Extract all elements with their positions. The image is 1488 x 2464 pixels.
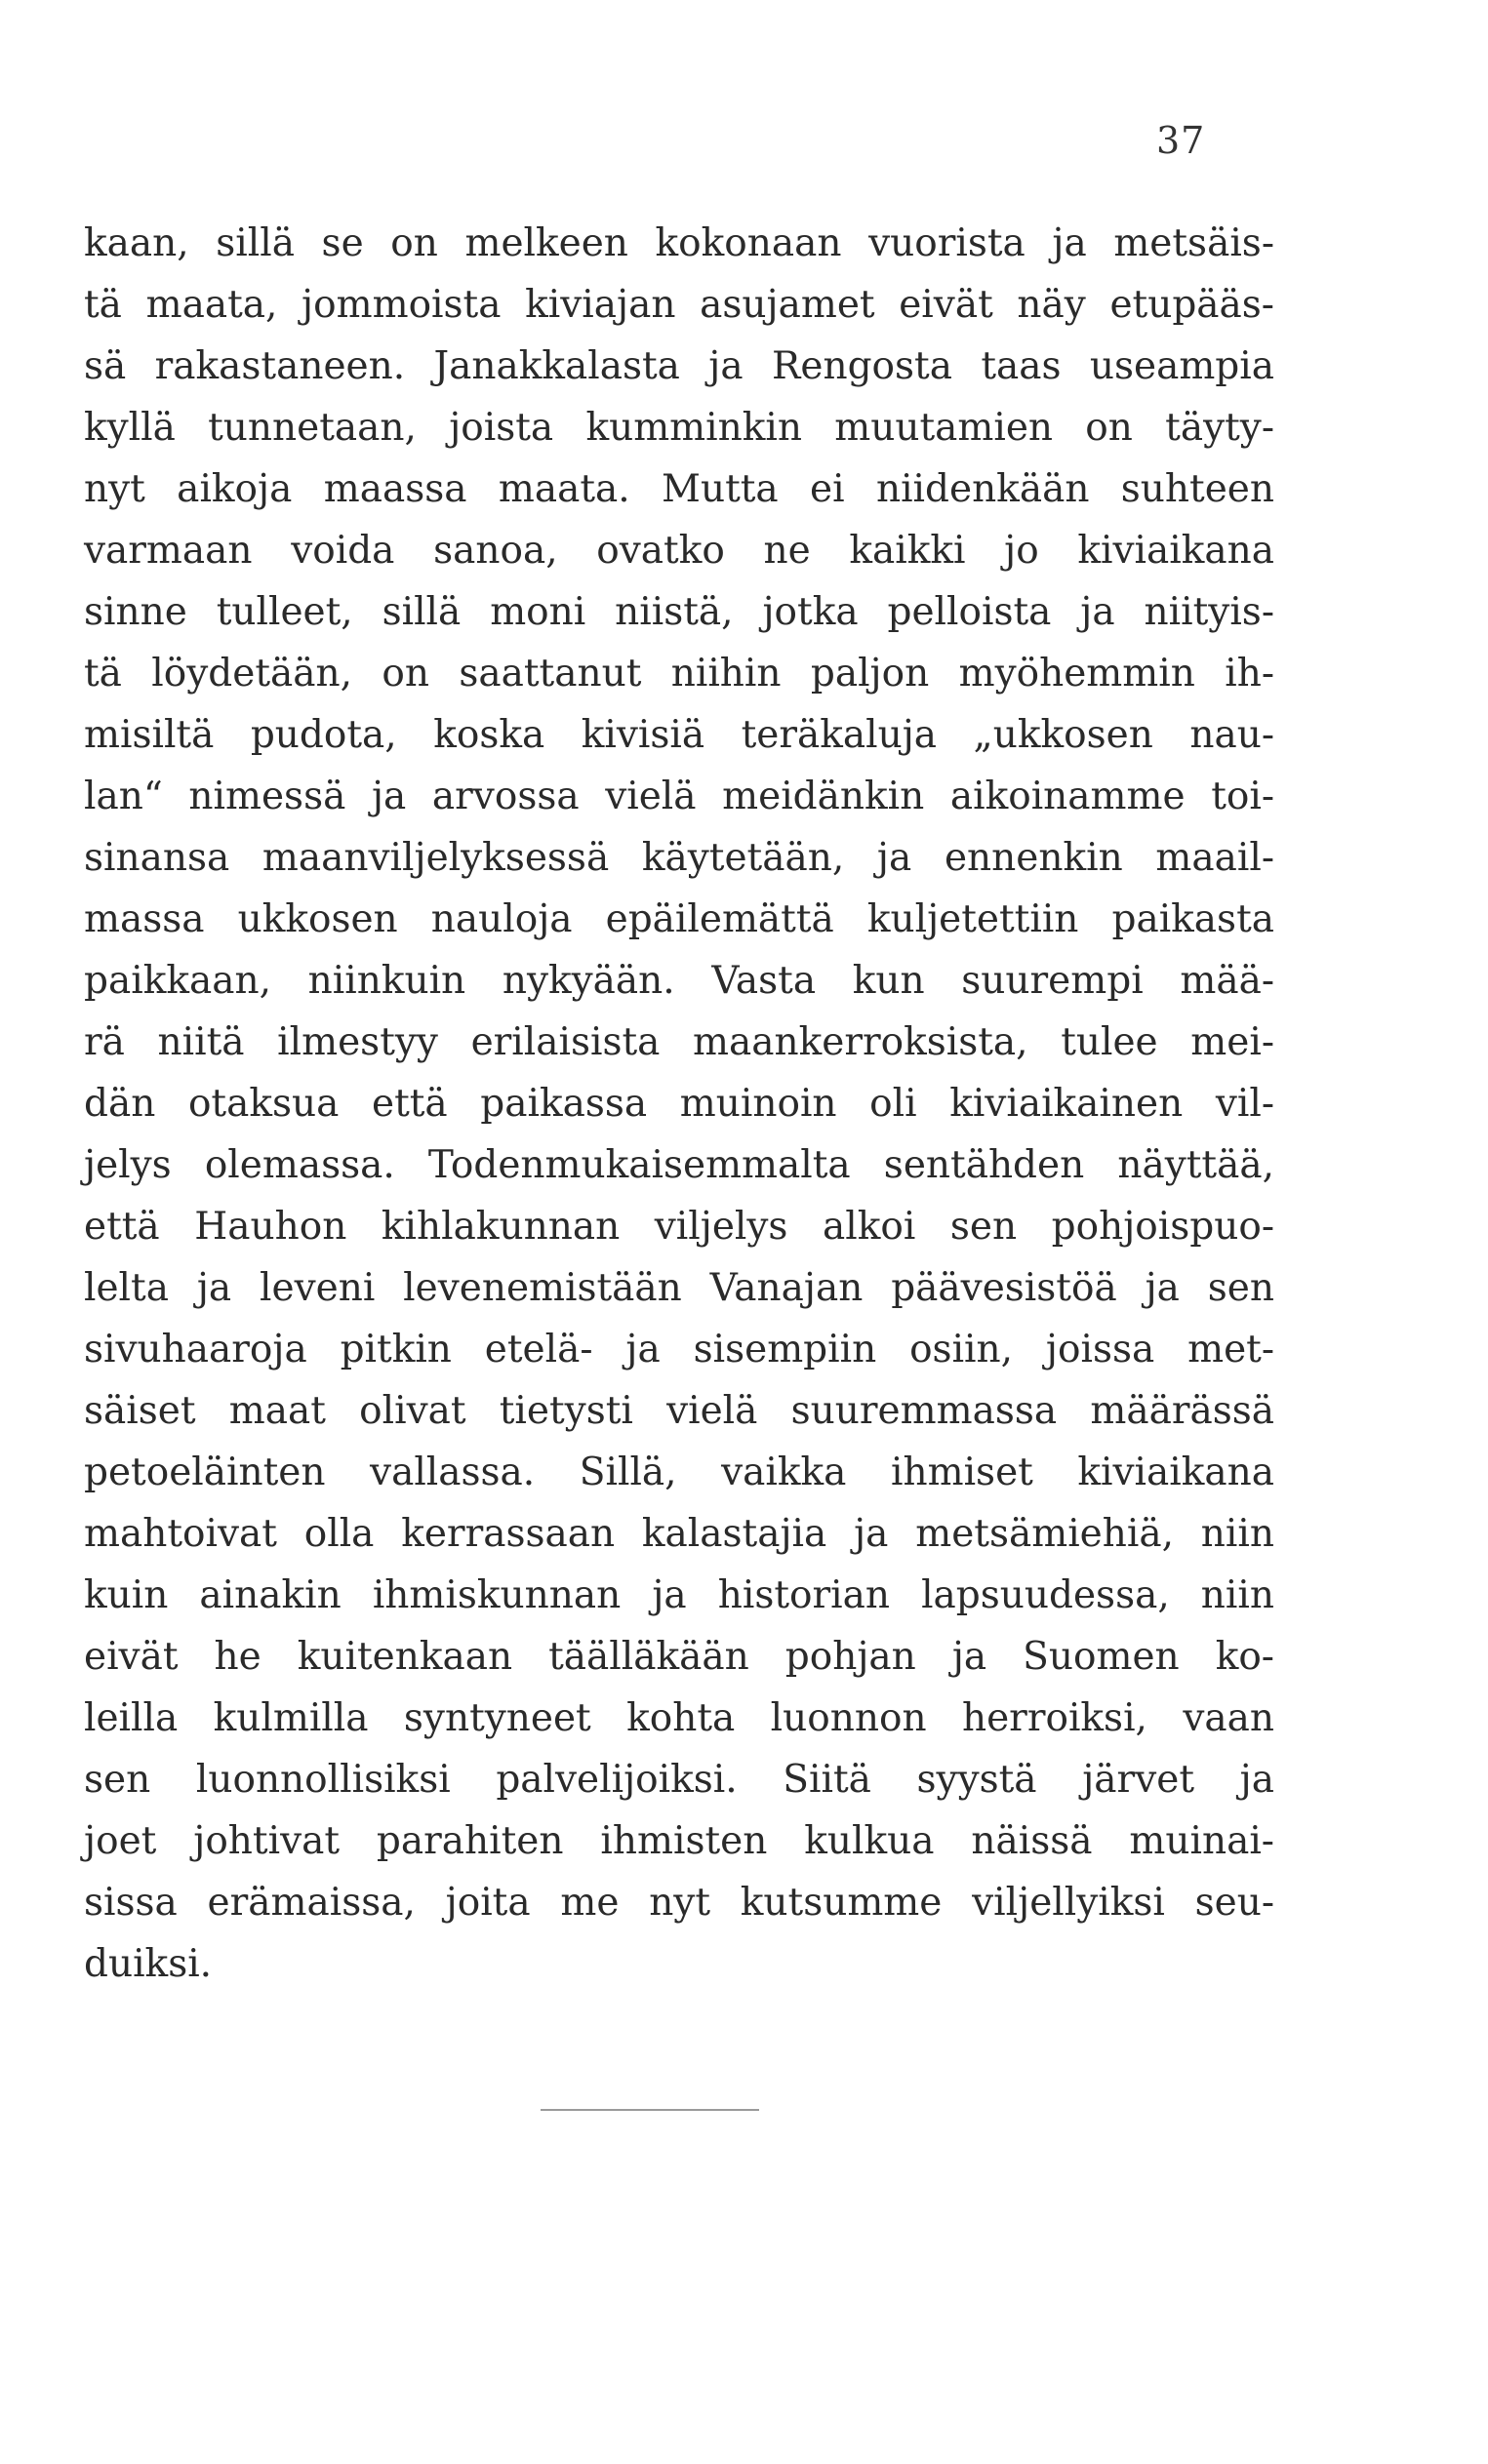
- text-line: joet johtivat parahiten ihmisten kulkua näissä muinai-: [84, 1819, 1274, 1863]
- text-line: varmaan voida sanoa, ovatko ne kaikki jo kiviaikana: [84, 529, 1274, 573]
- text-line: sinansa maanviljelyksessä käytetään, ja ennenkin maail-: [84, 836, 1274, 880]
- text-line: mahtoivat olla kerrassaan kalastajia ja metsämiehiä, niin: [84, 1512, 1274, 1556]
- text-line: sissa erämaissa, joita me nyt kutsumme viljellyiksi seu-: [84, 1881, 1274, 1925]
- text-line: kuin ainakin ihmiskunnan ja historian lapsuudessa, niin: [84, 1573, 1274, 1617]
- text-line: kyllä tunnetaan, joista kumminkin muutamien on täyty-: [84, 406, 1274, 450]
- section-divider: [541, 2109, 759, 2111]
- text-line: että Hauhon kihlakunnan viljelys alkoi sen pohjoispuo-: [84, 1205, 1274, 1249]
- text-line: misiltä pudota, koska kivisiä teräkaluja „ukkosen nau-: [84, 713, 1274, 757]
- text-line: dän otaksua että paikassa muinoin oli kiviaikainen vil-: [84, 1082, 1274, 1126]
- text-line-last: duiksi.: [84, 1942, 213, 1986]
- text-line: sä rakastaneen. Janakkalasta ja Rengosta taas useampia: [84, 344, 1274, 388]
- page-number: 37: [1156, 119, 1206, 162]
- text-line: sivuhaaroja pitkin etelä- ja sisempiin osiin, joissa met-: [84, 1328, 1274, 1371]
- text-line: säiset maat olivat tietysti vielä suuremmassa määrässä: [84, 1389, 1274, 1433]
- text-line: kaan, sillä se on melkeen kokonaan vuorista ja metsäis-: [84, 221, 1274, 265]
- text-line: paikkaan, niinkuin nykyään. Vasta kun suurempi mää-: [84, 959, 1274, 1003]
- text-line: tä maata, jommoista kiviajan asujamet eivät näy etupääs-: [84, 283, 1274, 327]
- text-line: jelys olemassa. Todenmukaisemmalta sentähden näyttää,: [84, 1143, 1274, 1187]
- text-line: nyt aikoja maassa maata. Mutta ei niidenkään suhteen: [84, 467, 1274, 511]
- text-line: lan“ nimessä ja arvossa vielä meidänkin aikoinamme toi-: [84, 775, 1274, 818]
- text-line: eivät he kuitenkaan täälläkään pohjan ja Suomen ko-: [84, 1635, 1274, 1679]
- text-line: sinne tulleet, sillä moni niistä, jotka pelloista ja niityis-: [84, 590, 1274, 634]
- text-line: sen luonnollisiksi palvelijoiksi. Siitä syystä järvet ja: [84, 1758, 1274, 1802]
- text-line: tä löydetään, on saattanut niihin paljon myöhemmin ih-: [84, 652, 1274, 695]
- body-text: [84, 213, 1274, 1995]
- text-line: lelta ja leveni levenemistään Vanajan päävesistöä ja sen: [84, 1266, 1274, 1310]
- text-line: massa ukkosen nauloja epäilemättä kuljetettiin paikasta: [84, 897, 1274, 941]
- text-line: petoeläinten vallassa. Sillä, vaikka ihmiset kiviaikana: [84, 1451, 1274, 1494]
- text-line: leilla kulmilla syntyneet kohta luonnon herroiksi, vaan: [84, 1696, 1274, 1740]
- text-line: rä niitä ilmestyy erilaisista maankerroksista, tulee mei-: [84, 1020, 1274, 1064]
